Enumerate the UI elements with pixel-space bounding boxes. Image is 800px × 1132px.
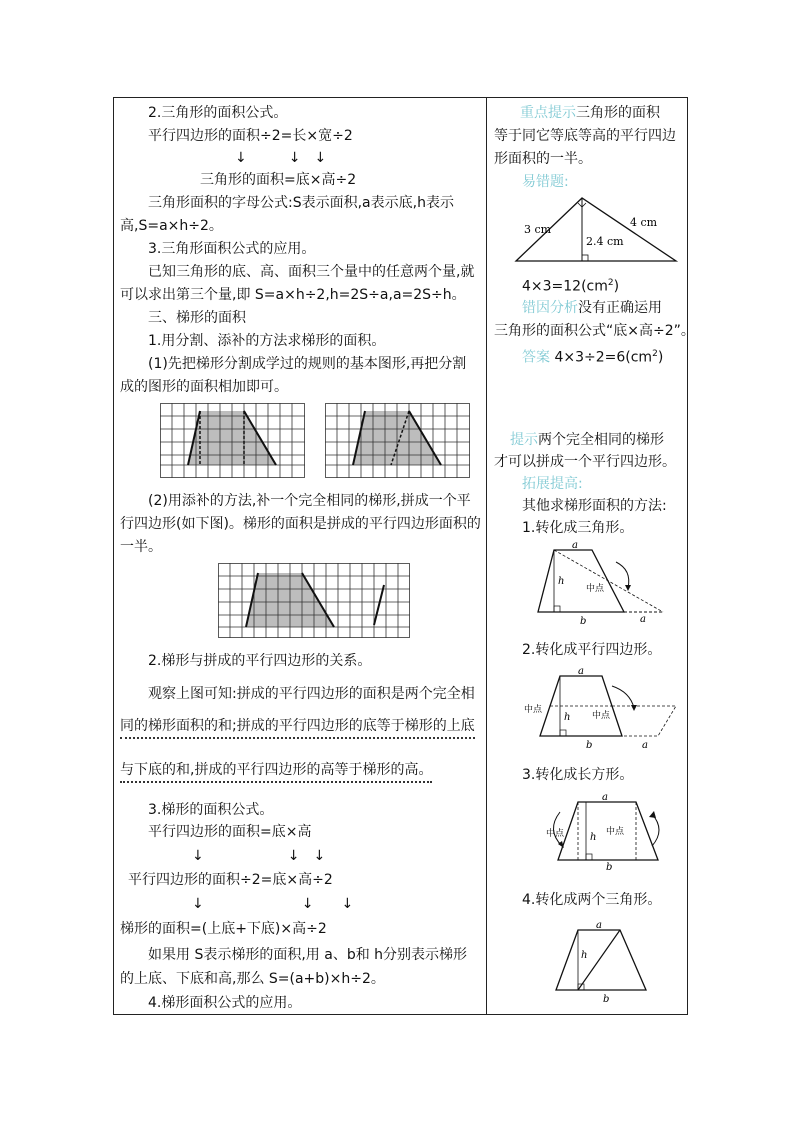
observe-line-3: 与下底的和,拼成的平行四边形的高等于梯形的高。 — [120, 760, 432, 783]
extension-intro: 其他求梯形面积的方法: — [522, 498, 667, 514]
trap-formula-arrows-2: ↓ ↓ ↓ — [192, 896, 354, 912]
wrong-calc: $4\times 3=12(cm^2)$ — [522, 278, 620, 295]
trapezoid-to-triangle-figure — [528, 540, 678, 626]
method1-p2-line1: (2)用添补的方法,补一个完全相同的梯形,拼成一个平 — [148, 493, 471, 509]
observe-line-1: 观察上图可知:拼成的平行四边形的面积是两个完全相 — [148, 686, 475, 702]
analysis-label: 错因分析 — [522, 300, 578, 316]
label-midpoint: 中点 — [524, 705, 543, 715]
trap-formula-symbols-1: 如果用 S表示梯形的面积,用 a、b和 h分别表示梯形 — [148, 947, 468, 963]
trap-formula-3: 梯形的面积=(上底+下底)×高÷2 — [120, 921, 327, 937]
label-a-ext: a — [640, 614, 646, 625]
extension-label: 拓展提高: — [522, 476, 583, 492]
trap-formula-app-title: 4.梯形面积公式的应用。 — [148, 995, 302, 1011]
method1-p2-line3: 一半。 — [120, 539, 162, 555]
trapezoid-to-parallelogram-figure — [500, 664, 680, 750]
error-prone-label: 易错题: — [522, 174, 569, 190]
hint: 提示两个完全相同的梯形 — [510, 432, 664, 448]
label-a: a — [572, 540, 578, 551]
trap-formula-2: 平行四边形的面积÷2=底×高÷2 — [128, 872, 333, 888]
key-tip-line-3: 形面积的一半。 — [494, 151, 592, 167]
key-tip-line-2: 等于同它等底等高的平行四边 — [494, 128, 676, 144]
label-h: h — [558, 576, 565, 587]
apply-1: 已知三角形的底、高、面积三个量中的任意两个量,就 — [148, 264, 475, 280]
label-b: b — [606, 862, 613, 873]
extension-3: 3.转化成长方形。 — [522, 767, 634, 783]
method1-p1-line2: 成的图形的面积相加即可。 — [120, 379, 288, 395]
grid-trapezoid-split-rect — [160, 403, 305, 478]
tri-left-side: 3 cm — [524, 223, 552, 236]
label-midpoint-2: 中点 — [592, 711, 611, 721]
observe-line-2: 同的梯形面积的和;拼成的平行四边形的底等于梯形的上底 — [120, 716, 475, 739]
trapezoid-to-rectangle-figure — [540, 790, 670, 873]
label-b: b — [603, 994, 610, 1005]
label-a: a — [602, 792, 608, 803]
tri-right-side: 4 cm — [630, 216, 658, 229]
extension-4: 4.转化成两个三角形。 — [522, 892, 662, 908]
label-midpoint-2: 中点 — [606, 827, 625, 837]
s2-title: 2.三角形的面积公式。 — [148, 105, 288, 121]
answer: 答案 $4\times 3\div 2=6(cm^2)$ — [522, 349, 664, 366]
trap-formula-title: 3.梯形的面积公式。 — [148, 802, 274, 818]
trap-formula-symbols-2: 的上底、下底和高,那么 S=(a+b)×h÷2。 — [120, 971, 385, 987]
label-h: h — [590, 832, 597, 843]
label-midpoint: 中点 — [546, 829, 565, 839]
error-triangle-figure — [498, 193, 683, 265]
label-h: h — [581, 950, 588, 961]
hint-label: 提示 — [510, 432, 538, 448]
column-divider — [486, 97, 487, 1015]
label-b: b — [586, 740, 593, 751]
trap-formula-1: 平行四边形的面积=底×高 — [148, 824, 312, 840]
label-a: a — [596, 920, 602, 931]
key-tip-text: 三角形的面积 — [576, 105, 660, 121]
label-a-ext: a — [642, 740, 648, 751]
key-tip — [520, 103, 660, 123]
analysis: 错因分析没有正确运用 — [522, 300, 662, 316]
trapezoid-two-triangles-figure — [548, 918, 658, 1005]
tri-height: 2.4 cm — [586, 235, 624, 248]
s3-title: 3.三角形面积公式的应用。 — [148, 241, 316, 257]
method1-title: 1.用分割、添补的方法求梯形的面积。 — [148, 333, 386, 349]
label-a: a — [578, 666, 584, 677]
analysis-line-2: 三角形的面积公式“底×高÷2”。 — [494, 323, 695, 339]
hint-line-2: 才可以拼成一个平行四边形。 — [494, 454, 676, 470]
relation-title: 2.梯形与拼成的平行四边形的关系。 — [148, 653, 372, 669]
method1-p1-line1: (1)先把梯形分割成学过的规则的基本图形,再把分割 — [148, 356, 467, 372]
derivation-line-2: 三角形的面积=底×高÷2 — [200, 172, 357, 188]
label-midpoint: 中点 — [586, 584, 605, 594]
label-h: h — [564, 712, 571, 723]
apply-2: 可以求出第三个量,即 S=a×h÷2,h=2S÷a,a=2S÷h。 — [120, 287, 466, 303]
method1-p2-line2: 行四边形(如下图)。梯形的面积是拼成的平行四边形面积的 — [120, 516, 481, 532]
part3-title: 三、梯形的面积 — [148, 310, 246, 326]
key-tip-label: 重点提示 — [520, 105, 576, 121]
label-b: b — [580, 616, 587, 627]
derivation-arrows: ↓ ↓ ↓ — [235, 150, 327, 166]
answer-label: 答案 — [522, 349, 550, 366]
derivation-line-1: 平行四边形的面积÷2=长×宽÷2 — [148, 128, 353, 144]
letter-formula-1: 三角形面积的字母公式:S表示面积,a表示底,h表示 — [148, 195, 454, 211]
grid-trapezoid-split-triangles — [325, 403, 470, 478]
extension-2: 2.转化成平行四边形。 — [522, 642, 662, 658]
extension-1: 1.转化成三角形。 — [522, 520, 634, 536]
trap-formula-arrows-1: ↓ ↓ ↓ — [192, 848, 326, 864]
grid-trapezoid-doubled — [218, 563, 410, 638]
letter-formula-2: 高,S=a×h÷2。 — [120, 218, 223, 234]
